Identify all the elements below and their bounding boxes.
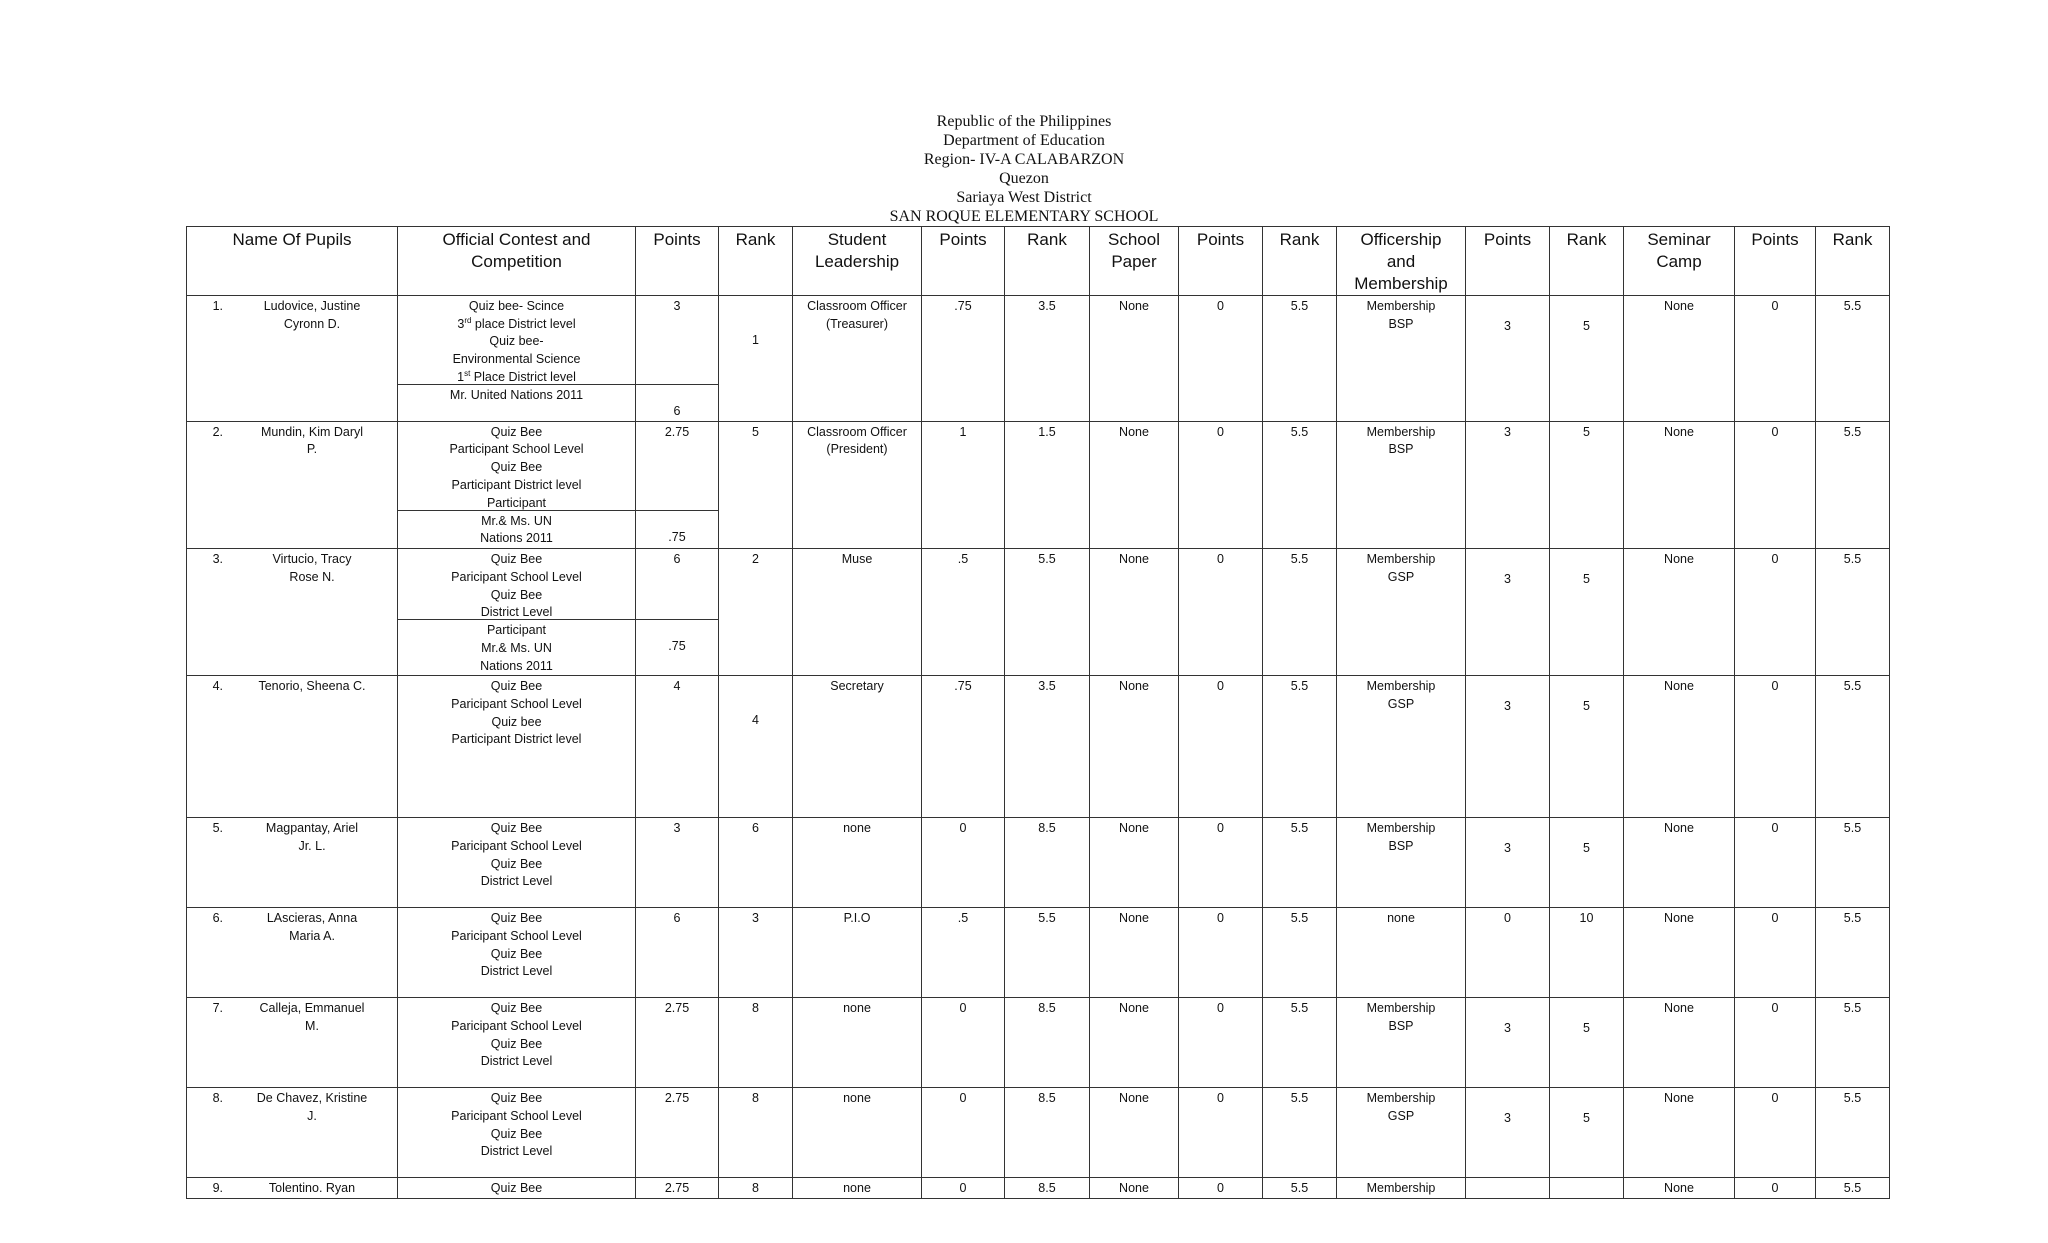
leadership-points-cell: .75 (922, 676, 1005, 818)
contest-cell: Quiz Bee Paricipant School Level Quiz bee Participant District level (398, 676, 636, 818)
col-header-points: Points (1179, 227, 1263, 296)
pupil-name-cell: 7. Calleja, Emmanuel M. (187, 998, 398, 1088)
contest-rank-cell: 3 (719, 908, 793, 998)
officership-cell: Membership GSP (1337, 549, 1466, 676)
officership-cell: none (1337, 908, 1466, 998)
officership-points-cell: 3 (1466, 818, 1550, 908)
officership-rank-cell: 10 (1550, 908, 1624, 998)
contest-points-cell: 3 6 (636, 296, 719, 422)
contest-rank-cell: 8 (719, 998, 793, 1088)
contest-rank-cell: 4 (719, 676, 793, 818)
paper-cell: None (1090, 1178, 1179, 1199)
officership-rank-cell: 5 (1550, 998, 1624, 1088)
officership-points-cell: 3 (1466, 296, 1550, 422)
header-line: Sariaya West District (956, 189, 1092, 206)
officership-cell: Membership BSP (1337, 818, 1466, 908)
col-header-points: Points (636, 227, 719, 296)
seminar-cell: None (1624, 818, 1735, 908)
officership-rank-cell: 5 (1550, 549, 1624, 676)
paper-cell: None (1090, 998, 1179, 1088)
officership-rank-cell: 5 (1550, 676, 1624, 818)
header-line: Quezon (999, 170, 1049, 187)
leadership-cell: Classroom Officer (Treasurer) (793, 296, 922, 422)
leadership-points-cell: .5 (922, 549, 1005, 676)
contest-rank-cell: 8 (719, 1088, 793, 1178)
seminar-points-cell: 0 (1735, 998, 1816, 1088)
officership-rank-cell: 5 (1550, 421, 1624, 548)
col-header-name: Name Of Pupils (187, 227, 398, 296)
table-header-row (187, 227, 1890, 296)
seminar-rank-cell: 5.5 (1816, 908, 1890, 998)
table-row (187, 421, 1890, 548)
pupil-name-cell: 2. Mundin, Kim Daryl P. (187, 421, 398, 548)
leadership-cell: Secretary (793, 676, 922, 818)
leadership-cell: none (793, 998, 922, 1088)
officership-cell: Membership BSP (1337, 296, 1466, 422)
table-row (187, 998, 1890, 1088)
contest-points-cell: 6 (636, 908, 719, 998)
seminar-rank-cell: 5.5 (1816, 1088, 1890, 1178)
leadership-points-cell: 0 (922, 1178, 1005, 1199)
officership-cell: Membership BSP (1337, 421, 1466, 548)
officership-points-cell: 3 (1466, 549, 1550, 676)
ranking-table (186, 226, 1890, 1199)
paper-points-cell: 0 (1179, 549, 1263, 676)
seminar-rank-cell: 5.5 (1816, 676, 1890, 818)
paper-cell: None (1090, 676, 1179, 818)
paper-points-cell: 0 (1179, 998, 1263, 1088)
seminar-cell: None (1624, 1178, 1735, 1199)
pupil-name-cell: 4. Tenorio, Sheena C. (187, 676, 398, 818)
leadership-points-cell: 0 (922, 1088, 1005, 1178)
table-row (187, 296, 1890, 422)
table-row (187, 549, 1890, 676)
seminar-cell: None (1624, 998, 1735, 1088)
col-header-officership: Officership and Membership (1337, 227, 1466, 296)
leadership-cell: none (793, 1178, 922, 1199)
paper-rank-cell: 5.5 (1263, 549, 1337, 676)
contest-cell: Quiz Bee Paricipant School Level Quiz Bee District Level (398, 998, 636, 1088)
leadership-rank-cell: 3.5 (1005, 296, 1090, 422)
leadership-points-cell: 1 (922, 421, 1005, 548)
leadership-cell: Muse (793, 549, 922, 676)
pupil-name-cell: 3. Virtucio, Tracy Rose N. (187, 549, 398, 676)
paper-cell: None (1090, 818, 1179, 908)
header-line: Region- IV-A CALABARZON (923, 151, 1125, 168)
officership-rank-cell: 5 (1550, 1088, 1624, 1178)
paper-rank-cell: 5.5 (1263, 1088, 1337, 1178)
contest-points-cell: 2.75 (636, 998, 719, 1088)
table-row (187, 676, 1890, 818)
contest-cell: Quiz Bee Paricipant School Level Quiz Bee District Level (398, 1088, 636, 1178)
paper-rank-cell: 5.5 (1263, 421, 1337, 548)
col-header-school-paper: School Paper (1090, 227, 1179, 296)
contest-points-cell: 2.75 (636, 1088, 719, 1178)
officership-cell: Membership GSP (1337, 676, 1466, 818)
contest-points-cell: 6 .75 (636, 549, 719, 676)
officership-cell: Membership GSP (1337, 1088, 1466, 1178)
contest-cell: Quiz Bee Participant School Level Quiz Bee Participant District level Participant Mr.& Ms. UN Nations 2011 (398, 421, 636, 548)
contest-points-cell: 2.75 .75 (636, 421, 719, 548)
leadership-cell: none (793, 818, 922, 908)
paper-cell: None (1090, 421, 1179, 548)
col-header-rank: Rank (719, 227, 793, 296)
contest-rank-cell: 6 (719, 818, 793, 908)
leadership-cell: Classroom Officer (President) (793, 421, 922, 548)
seminar-cell: None (1624, 908, 1735, 998)
pupil-name-cell: 9. Tolentino. Ryan (187, 1178, 398, 1199)
officership-points-cell: 0 (1466, 908, 1550, 998)
officership-points-cell: 3 (1466, 421, 1550, 548)
col-header-leadership: Student Leadership (793, 227, 922, 296)
contest-points-cell: 2.75 (636, 1178, 719, 1199)
contest-points-cell: 3 (636, 818, 719, 908)
seminar-rank-cell: 5.5 (1816, 549, 1890, 676)
contest-cell: Quiz Bee Paricipant School Level Quiz Bee District Level (398, 908, 636, 998)
paper-rank-cell: 5.5 (1263, 676, 1337, 818)
col-header-points: Points (1466, 227, 1550, 296)
seminar-cell: None (1624, 676, 1735, 818)
paper-cell: None (1090, 296, 1179, 422)
seminar-points-cell: 0 (1735, 421, 1816, 548)
leadership-rank-cell: 8.5 (1005, 998, 1090, 1088)
contest-cell: Quiz Bee Paricipant School Level Quiz Bee District Level Participant Mr.& Ms. UN Nations 2011 (398, 549, 636, 676)
paper-points-cell: 0 (1179, 818, 1263, 908)
col-header-contest: Official Contest and Competition (398, 227, 636, 296)
pupil-name-cell: 1. Ludovice, Justine Cyronn D. (187, 296, 398, 422)
header-line: Department of Education (943, 132, 1105, 149)
contest-cell: Quiz Bee (398, 1178, 636, 1199)
col-header-rank: Rank (1816, 227, 1890, 296)
leadership-cell: none (793, 1088, 922, 1178)
contest-rank-cell: 2 (719, 549, 793, 676)
paper-points-cell: 0 (1179, 296, 1263, 422)
leadership-rank-cell: 5.5 (1005, 908, 1090, 998)
contest-cell: Quiz Bee Paricipant School Level Quiz Bee District Level (398, 818, 636, 908)
seminar-cell: None (1624, 296, 1735, 422)
officership-rank-cell: 5 (1550, 818, 1624, 908)
paper-rank-cell: 5.5 (1263, 296, 1337, 422)
col-header-seminar: Seminar Camp (1624, 227, 1735, 296)
leadership-rank-cell: 8.5 (1005, 818, 1090, 908)
leadership-rank-cell: 3.5 (1005, 676, 1090, 818)
seminar-rank-cell: 5.5 (1816, 1178, 1890, 1199)
seminar-rank-cell: 5.5 (1816, 998, 1890, 1088)
officership-points-cell: 3 (1466, 998, 1550, 1088)
leadership-points-cell: .5 (922, 908, 1005, 998)
leadership-points-cell: .75 (922, 296, 1005, 422)
leadership-cell: P.I.O (793, 908, 922, 998)
leadership-rank-cell: 5.5 (1005, 549, 1090, 676)
document-header (0, 112, 2048, 226)
leadership-rank-cell: 1.5 (1005, 421, 1090, 548)
col-header-rank: Rank (1263, 227, 1337, 296)
leadership-rank-cell: 8.5 (1005, 1088, 1090, 1178)
pupil-name-cell: 5. Magpantay, Ariel Jr. L. (187, 818, 398, 908)
paper-rank-cell: 5.5 (1263, 908, 1337, 998)
table-row (187, 1088, 1890, 1178)
header-line: Republic of the Philippines (936, 113, 1112, 130)
seminar-rank-cell: 5.5 (1816, 296, 1890, 422)
seminar-cell: None (1624, 1088, 1735, 1178)
leadership-rank-cell: 8.5 (1005, 1178, 1090, 1199)
paper-points-cell: 0 (1179, 1178, 1263, 1199)
paper-cell: None (1090, 908, 1179, 998)
paper-cell: None (1090, 549, 1179, 676)
paper-cell: None (1090, 1088, 1179, 1178)
seminar-points-cell: 0 (1735, 296, 1816, 422)
officership-cell: Membership BSP (1337, 998, 1466, 1088)
seminar-points-cell: 0 (1735, 676, 1816, 818)
seminar-cell: None (1624, 421, 1735, 548)
officership-points-cell: 3 (1466, 676, 1550, 818)
paper-points-cell: 0 (1179, 1088, 1263, 1178)
contest-rank-cell: 1 (719, 296, 793, 422)
table-row (187, 1178, 1890, 1199)
table-row (187, 818, 1890, 908)
col-header-points: Points (922, 227, 1005, 296)
seminar-points-cell: 0 (1735, 1178, 1816, 1199)
seminar-points-cell: 0 (1735, 908, 1816, 998)
seminar-rank-cell: 5.5 (1816, 818, 1890, 908)
pupil-name-cell: 8. De Chavez, Kristine J. (187, 1088, 398, 1178)
contest-cell: Quiz bee- Scince 3rd place District level Quiz bee- Environmental Science 1st Place District level Mr. United Nations 2011 (398, 296, 636, 422)
seminar-rank-cell: 5.5 (1816, 421, 1890, 548)
paper-rank-cell: 5.5 (1263, 998, 1337, 1088)
officership-points-cell: 3 (1466, 1088, 1550, 1178)
paper-points-cell: 0 (1179, 421, 1263, 548)
officership-points-cell (1466, 1178, 1550, 1199)
col-header-rank: Rank (1550, 227, 1624, 296)
contest-rank-cell: 5 (719, 421, 793, 548)
contest-rank-cell: 8 (719, 1178, 793, 1199)
leadership-points-cell: 0 (922, 998, 1005, 1088)
paper-rank-cell: 5.5 (1263, 1178, 1337, 1199)
paper-rank-cell: 5.5 (1263, 818, 1337, 908)
leadership-points-cell: 0 (922, 818, 1005, 908)
seminar-points-cell: 0 (1735, 818, 1816, 908)
seminar-points-cell: 0 (1735, 549, 1816, 676)
officership-rank-cell (1550, 1178, 1624, 1199)
paper-points-cell: 0 (1179, 676, 1263, 818)
contest-points-cell: 4 (636, 676, 719, 818)
school-name: SAN ROQUE ELEMENTARY SCHOOL (889, 208, 1159, 225)
col-header-points: Points (1735, 227, 1816, 296)
officership-cell: Membership (1337, 1178, 1466, 1199)
seminar-cell: None (1624, 549, 1735, 676)
col-header-rank: Rank (1005, 227, 1090, 296)
officership-rank-cell: 5 (1550, 296, 1624, 422)
paper-points-cell: 0 (1179, 908, 1263, 998)
pupil-name-cell: 6. LAscieras, Anna Maria A. (187, 908, 398, 998)
table-row (187, 908, 1890, 998)
seminar-points-cell: 0 (1735, 1088, 1816, 1178)
